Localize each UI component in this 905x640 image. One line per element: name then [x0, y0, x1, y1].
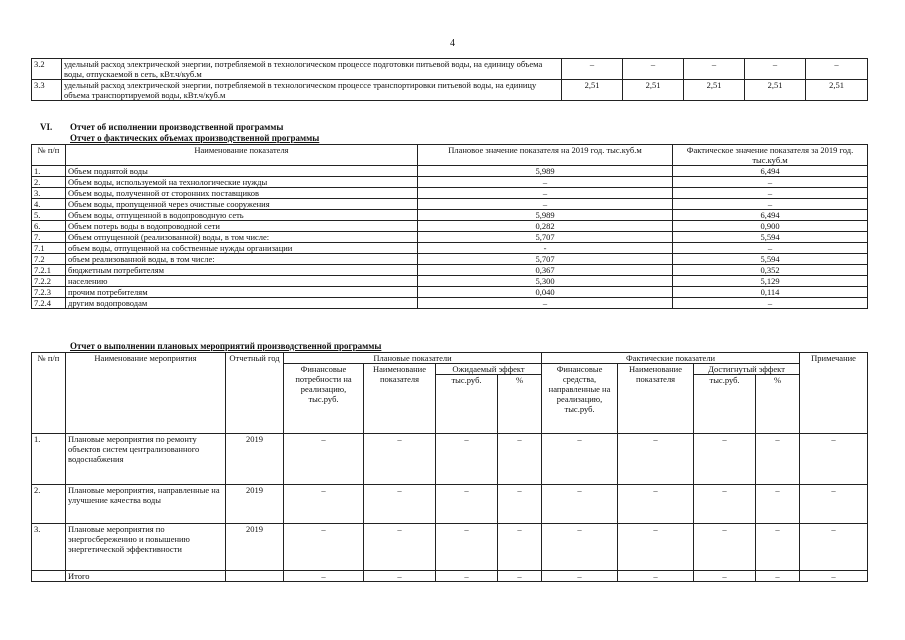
header-fact-fin: Финансовые средства, направленные на реализацию, тыс.руб.	[542, 364, 618, 434]
header-fact-effect: Достигнутый эффект	[694, 364, 800, 375]
table-header-row	[32, 353, 868, 364]
table-row	[32, 485, 868, 524]
cell-value: –	[800, 485, 868, 524]
cell-name: прочим потребителям	[66, 287, 418, 298]
cell-name: Объем воды, пропущенной через очистные сооружения	[66, 199, 418, 210]
cell-num: 4.	[32, 199, 66, 210]
header-plan-pct: %	[498, 375, 542, 434]
table-row	[32, 221, 868, 232]
cell-value: –	[364, 571, 436, 582]
cell-value: –	[800, 434, 868, 485]
cell-num: 1.	[32, 166, 66, 177]
cell-value: –	[756, 524, 800, 571]
cell-value: –	[364, 485, 436, 524]
cell-num: 7.	[32, 232, 66, 243]
cell-value: –	[364, 524, 436, 571]
header-num: № п/п	[32, 353, 66, 434]
header-plan-fin: Финансовые потребности на реализацию, тыс.руб.	[284, 364, 364, 434]
cell-plan: 5,989	[418, 210, 673, 221]
volumes-table	[31, 144, 868, 309]
cell-value: –	[284, 434, 364, 485]
row-value: 2,51	[806, 80, 868, 101]
row-value: 2,51	[623, 80, 684, 101]
activities-title: Отчет о выполнении плановых мероприятий производственной программы	[70, 341, 382, 351]
header-fact-group: Фактические показатели	[542, 353, 800, 364]
cell-value: –	[694, 524, 756, 571]
header-name: Наименование показателя	[66, 145, 418, 166]
cell-name: другим водопроводам	[66, 298, 418, 309]
cell-value: –	[498, 524, 542, 571]
cell-value: –	[284, 485, 364, 524]
cell-num: 2.	[32, 177, 66, 188]
cell-value: –	[284, 524, 364, 571]
table-row	[32, 177, 868, 188]
cell-fact: 6,494	[673, 210, 868, 221]
row-number: 3.3	[32, 80, 62, 101]
cell-plan: -	[418, 243, 673, 254]
cell-value: –	[436, 485, 498, 524]
header-name: Наименование мероприятия	[66, 353, 226, 434]
cell-name: населению	[66, 276, 418, 287]
cell-num: 2.	[32, 485, 66, 524]
cell-name: Объем воды, полученной от сторонних поставщиков	[66, 188, 418, 199]
table-row	[32, 80, 868, 101]
cell-fact: 6,494	[673, 166, 868, 177]
cell-year: 2019	[226, 524, 284, 571]
cell-value: –	[436, 571, 498, 582]
header-note: Примечание	[800, 353, 868, 434]
cell-plan: 5,707	[418, 254, 673, 265]
header-plan-effect: Ожидаемый эффект	[436, 364, 542, 375]
cell-value: –	[694, 571, 756, 582]
header-plan-rub: тыс.руб.	[436, 375, 498, 434]
cell-plan: –	[418, 188, 673, 199]
cell-value: –	[618, 524, 694, 571]
cell-value: –	[542, 485, 618, 524]
cell-name: Плановые мероприятия, направленные на улучшение качества воды	[66, 485, 226, 524]
row-number: 3.2	[32, 59, 62, 80]
cell-fact: –	[673, 199, 868, 210]
cell-name: Объем поднятой воды	[66, 166, 418, 177]
table-row	[32, 434, 868, 485]
cell-plan: 0,282	[418, 221, 673, 232]
cell-fact: –	[673, 177, 868, 188]
cell-name: Объем отпущенной (реализованной) воды, в том числе:	[66, 232, 418, 243]
cell-name: объем воды, отпущенной на собственные нужды организации	[66, 243, 418, 254]
row-value: –	[806, 59, 868, 80]
cell-fact: 5,594	[673, 232, 868, 243]
cell-value: –	[618, 434, 694, 485]
cell-value: –	[542, 434, 618, 485]
cell-value: –	[618, 485, 694, 524]
cell-num: 7.2	[32, 254, 66, 265]
row-value: –	[562, 59, 623, 80]
cell-fact: –	[673, 243, 868, 254]
row-value: –	[745, 59, 806, 80]
header-plan-ind: Наименование показателя	[364, 364, 436, 434]
cell-value: –	[694, 434, 756, 485]
cell-plan: 0,367	[418, 265, 673, 276]
cell-num: 7.2.3	[32, 287, 66, 298]
table-row	[32, 254, 868, 265]
cell-plan: –	[418, 298, 673, 309]
section-number: VI.	[40, 122, 53, 132]
cell-value: –	[800, 524, 868, 571]
cell-value: –	[756, 571, 800, 582]
header-num: № п/п	[32, 145, 66, 166]
cell-num: 7.2.4	[32, 298, 66, 309]
row-value: –	[623, 59, 684, 80]
header-fact: Фактическое значение показателя за 2019 год. тыс.куб.м	[673, 145, 868, 166]
cell-value: –	[436, 434, 498, 485]
table-row	[32, 524, 868, 571]
cell-value: –	[542, 571, 618, 582]
table-row	[32, 298, 868, 309]
cell-name: Объем воды, отпущенной в водопроводную сеть	[66, 210, 418, 221]
cell-fact: 0,114	[673, 287, 868, 298]
row-name: удельный расход электрической энергии, потребляемой в технологическом процессе транспортировки питьевой воды, на единицу объема транспортируемой воды, кВт.ч/куб.м	[62, 80, 562, 101]
cell-value: –	[800, 571, 868, 582]
cell-name: Плановые мероприятия по ремонту объектов систем централизованного водоснабжения	[66, 434, 226, 485]
cell-value: –	[284, 571, 364, 582]
table-row	[32, 59, 868, 80]
header-plan: Плановое значение показателя на 2019 год. тыс.куб.м	[418, 145, 673, 166]
cell-num: 3.	[32, 524, 66, 571]
section-title: Отчет об исполнении производственной программы	[70, 122, 284, 132]
cell-year: 2019	[226, 434, 284, 485]
cell-fact: 0,900	[673, 221, 868, 232]
cell-plan: 5,707	[418, 232, 673, 243]
cell-num: 5.	[32, 210, 66, 221]
header-fact-pct: %	[756, 375, 800, 434]
cell-num: 7.1	[32, 243, 66, 254]
cell-name: Объем потерь воды в водопроводной сети	[66, 221, 418, 232]
header-fact-rub: тыс.руб.	[694, 375, 756, 434]
table-row	[32, 166, 868, 177]
table-row	[32, 265, 868, 276]
cell-num: 1.	[32, 434, 66, 485]
cell-value: –	[694, 485, 756, 524]
cell-value: –	[756, 485, 800, 524]
cell-year	[226, 571, 284, 582]
cell-fact: 5,129	[673, 276, 868, 287]
row-name: удельный расход электрической энергии, потребляемой в технологическом процессе подготовки питьевой воды, на единицу объема воды, отпускаемой в сеть, кВт.ч/куб.м	[62, 59, 562, 80]
row-value: 2,51	[745, 80, 806, 101]
header-fact-ind: Наименование показателя	[618, 364, 694, 434]
total-row	[32, 571, 868, 582]
cell-value: –	[498, 485, 542, 524]
cell-num: 6.	[32, 221, 66, 232]
cell-name: Плановые мероприятия по энергосбережению и повышению энергетической эффективности	[66, 524, 226, 571]
cell-num: 7.2.1	[32, 265, 66, 276]
cell-value: –	[542, 524, 618, 571]
total-label: Итого	[66, 571, 226, 582]
header-year: Отчетный год	[226, 353, 284, 434]
cell-name: объем реализованной воды, в том числе:	[66, 254, 418, 265]
header-plan-group: Плановые показатели	[284, 353, 542, 364]
activities-table	[31, 352, 868, 582]
section-subtitle: Отчет о фактических объемах производственной программы	[70, 133, 320, 143]
cell-plan: –	[418, 177, 673, 188]
table-row	[32, 188, 868, 199]
cell-year: 2019	[226, 485, 284, 524]
cell-value: –	[436, 524, 498, 571]
cell-fact: 5,594	[673, 254, 868, 265]
cell-num	[32, 571, 66, 582]
cell-value: –	[364, 434, 436, 485]
cell-value: –	[498, 434, 542, 485]
cell-plan: 5,989	[418, 166, 673, 177]
cell-value: –	[618, 571, 694, 582]
cell-plan: 5,300	[418, 276, 673, 287]
table-row	[32, 287, 868, 298]
page-number: 4	[450, 38, 455, 49]
row-value: 2,51	[562, 80, 623, 101]
cell-value: –	[498, 571, 542, 582]
cell-fact: 0,352	[673, 265, 868, 276]
cell-plan: –	[418, 199, 673, 210]
table-row	[32, 232, 868, 243]
row-value: –	[684, 59, 745, 80]
cell-name: бюджетным потребителям	[66, 265, 418, 276]
cell-num: 7.2.2	[32, 276, 66, 287]
energy-consumption-table	[31, 58, 868, 101]
table-row	[32, 243, 868, 254]
cell-value: –	[756, 434, 800, 485]
table-row	[32, 276, 868, 287]
cell-fact: –	[673, 188, 868, 199]
cell-plan: 0,040	[418, 287, 673, 298]
table-row	[32, 210, 868, 221]
cell-name: Объем воды, используемой на технологические нужды	[66, 177, 418, 188]
table-header-row	[32, 145, 868, 166]
cell-fact: –	[673, 298, 868, 309]
row-value: 2,51	[684, 80, 745, 101]
table-row	[32, 199, 868, 210]
cell-num: 3.	[32, 188, 66, 199]
